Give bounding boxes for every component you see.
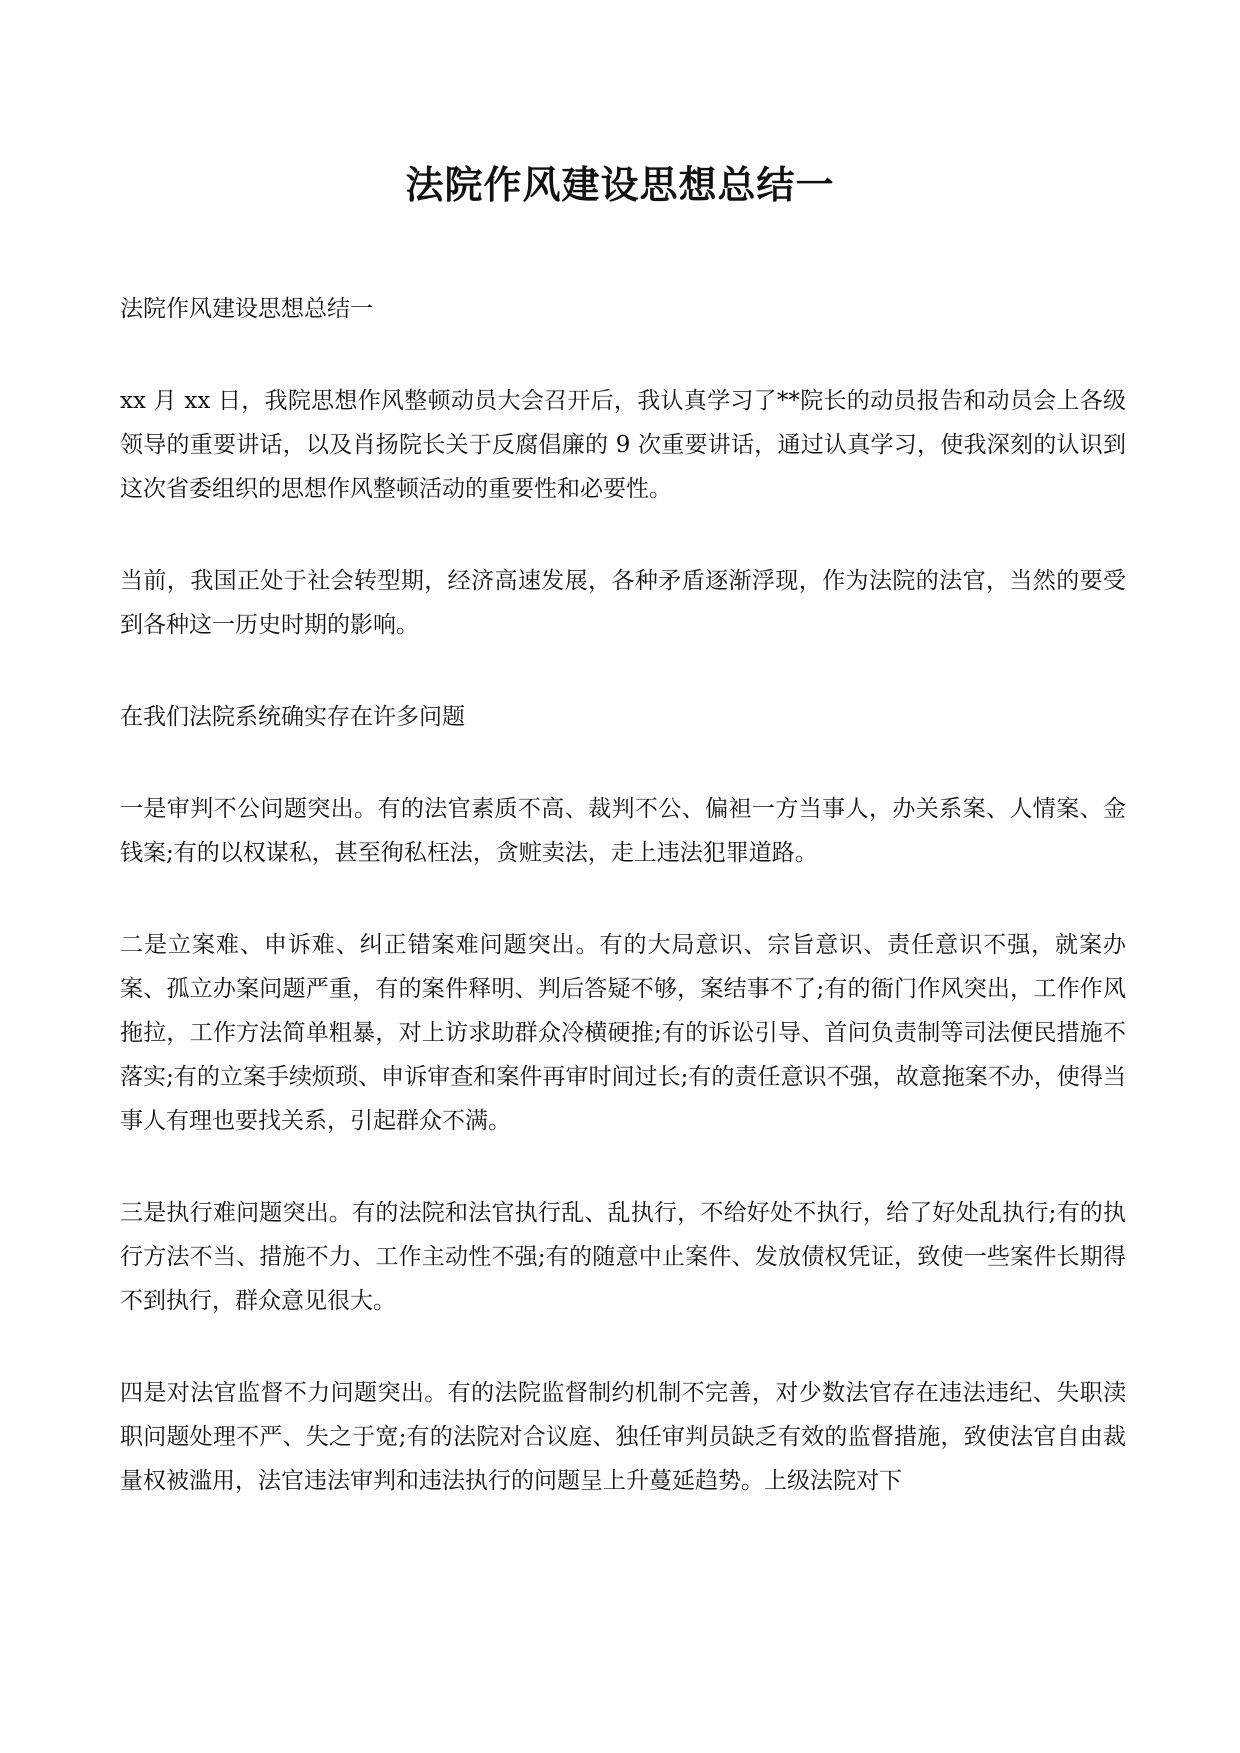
paragraph-problem-three: 三是执行难问题突出。有的法院和法官执行乱、乱执行，不给好处不执行，给了好处乱执行;有的执行方法不当、措施不力、工作主动性不强;有的随意中止案件、发放债权凭证，致使一些案件长期得不到执行，群众意见很大。: [120, 1200, 1126, 1314]
paragraph-context: 当前，我国正处于社会转型期，经济高速发展，各种矛盾逐渐浮现，作为法院的法官，当然的要受到各种这一历史时期的影响。: [120, 568, 1126, 638]
paragraph-problems-heading: 在我们法院系统确实存在许多问题: [120, 704, 465, 730]
document-body: [120, 287, 1126, 1551]
document-title: 法院作风建设思想总结一: [405, 162, 835, 207]
paragraph-subtitle: 法院作风建设思想总结一: [120, 296, 373, 322]
paragraph-problem-one: 一是审判不公问题突出。有的法官素质不高、裁判不公、偏袒一方当事人，办关系案、人情案、金钱案;有的以权谋私，甚至徇私枉法，贪赃卖法，走上违法犯罪道路。: [120, 796, 1126, 866]
paragraph-intro: xx 月 xx 日，我院思想作风整顿动员大会召开后，我认真学习了**院长的动员报告和动员会上各级领导的重要讲话，以及肖扬院长关于反腐倡廉的 9 次重要讲话，通过认真学习，使我深刻的认识到这次省委组织的思想作风整顿活动的重要性和必要性。: [120, 388, 1126, 502]
paragraph-problem-two: 二是立案难、申诉难、纠正错案难问题突出。有的大局意识、宗旨意识、责任意识不强，就案办案、孤立办案问题严重，有的案件释明、判后答疑不够，案结事不了;有的衙门作风突出，工作作风拖拉，工作方法简单粗暴，对上访求助群众冷横硬推;有的诉讼引导、首问负责制等司法便民措施不落实;有的立案手续烦琐、申诉审查和案件再审时间过长;有的责任意识不强，故意拖案不办，使得当事人有理也要找关系，引起群众不满。: [120, 932, 1126, 1134]
paragraph-problem-four: 四是对法官监督不力问题突出。有的法院监督制约机制不完善，对少数法官存在违法违纪、失职渎职问题处理不严、失之于宽;有的法院对合议庭、独任审判员缺乏有效的监督措施，致使法官自由裁量权被滥用，法官违法审判和违法执行的问题呈上升蔓延趋势。上级法院对下: [120, 1380, 1126, 1494]
